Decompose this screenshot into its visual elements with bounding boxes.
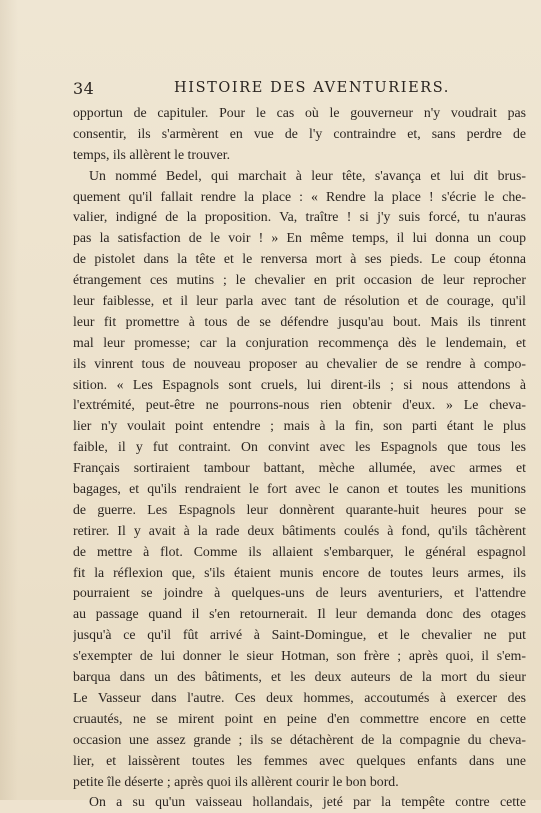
text-line: l'extrémité, peut-être ne pourrons-nous rien obtenir d'eux. » Le cheva- xyxy=(73,397,526,413)
page-number: 34 xyxy=(73,79,95,98)
text-line: de mettre à flot. Comme ils allaient s'embarquer, le général espagnol xyxy=(73,543,526,559)
text-line: pourraient se joindre à quelques-uns de leurs aventuriers, et l'attendre xyxy=(73,585,526,601)
running-head: HISTOIRE DES AVENTURIERS. xyxy=(174,80,451,96)
text-line: pas la satisfaction de le voir ! » En même temps, il lui donna un coup xyxy=(73,230,526,246)
text-line: Le Vasseur dans l'autre. Ces deux hommes, accoutumés à exercer des xyxy=(73,689,526,705)
text-line: valier, indigné de la proposition. Va, traître ! si j'y suis forcé, tu n'auras xyxy=(73,209,526,225)
text-line: Un nommé Bedel, qui marchait à leur tête, s'avança et lui dit brus- xyxy=(89,167,526,183)
text-line: consentir, ils s'armèrent en vue de l'y contraindre et, sans perdre de xyxy=(73,125,526,141)
text-line: s'exempter de lui donner le sieur Hotman, son frère ; après quoi, il s'em- xyxy=(73,648,526,664)
text-line: On a su qu'un vaisseau hollandais, jeté par la tempête contre cette xyxy=(89,794,526,810)
text-line: de pistolet dans la tête et le renversa mort à ses pieds. Le coup étonna xyxy=(73,251,526,267)
text-line: fit la réflexion que, s'ils étaient munis encore de toutes leurs armes, ils xyxy=(73,564,526,580)
text-line: mal leur promesse; car la conjuration recommença dès le lendemain, et xyxy=(73,334,526,350)
text-line: lier n'y voulait point entendre ; mais à la fin, son parti étant le plus xyxy=(73,418,526,434)
text-line: petite île déserte ; après quoi ils allèrent courir le bon bord. xyxy=(73,773,399,789)
text-line: bagages, et qu'ils rendraient le fort avec le canon et toutes les munitions xyxy=(73,481,526,497)
body-text xyxy=(73,103,526,813)
text-line: Français sortiraient tambour battant, mèche allumée, avec armes et xyxy=(73,460,526,476)
text-line: retirer. Il y avait à la rade deux bâtiments coulés à fond, qu'ils tâchèrent xyxy=(73,522,526,538)
text-line: jusqu'à ce qu'il fût arrivé à Saint-Domingue, et le chevalier ne put xyxy=(73,627,526,643)
text-line: leur faiblesse, et il leur parla avec tant de résolution et de courage, qu'il xyxy=(73,293,526,309)
text-line: étrangement ces mutins ; le chevalier en prit occasion de leur reprocher xyxy=(73,272,526,288)
text-line: au passage quand il s'en retournerait. Il leur demanda donc des otages xyxy=(73,606,526,622)
text-line: quement qu'il fallait rendre la place : « Rendre la place ! s'écrie le che- xyxy=(73,188,526,204)
text-line: de guerre. Les Espagnols leur donnèrent quarante-huit heures pour se xyxy=(73,501,526,517)
text-line: opportun de capituler. Pour le cas où le gouverneur n'y voudrait pas xyxy=(73,105,526,120)
text-line: cruautés, ne se mirent point en peine d'en commettre encore en cette xyxy=(73,710,526,726)
text-line: sition. « Les Espagnols sont cruels, lui dirent-ils ; si nous attendons à xyxy=(73,376,526,392)
text-line: temps, ils allèrent le trouver. xyxy=(73,146,231,162)
text-line: barqua dans un des bâtiments, et les deux auteurs de la mort du sieur xyxy=(73,669,526,685)
text-line: occasion une assez grande ; ils se détachèrent de la compagnie du cheva- xyxy=(73,731,526,747)
text-line: ils vinrent tous de nouveau proposer au chevalier de se rendre à compo- xyxy=(73,355,526,371)
page-header xyxy=(73,79,473,101)
text-line: leur fit promettre à tous de se défendre jusqu'au bout. Mais ils tinrent xyxy=(73,313,526,329)
text-line: faible, il y fut contraint. On convint avec les Espagnols que tous les xyxy=(73,439,526,455)
text-line: lier, et laissèrent toutes les femmes avec quelques enfants dans une xyxy=(73,752,526,768)
